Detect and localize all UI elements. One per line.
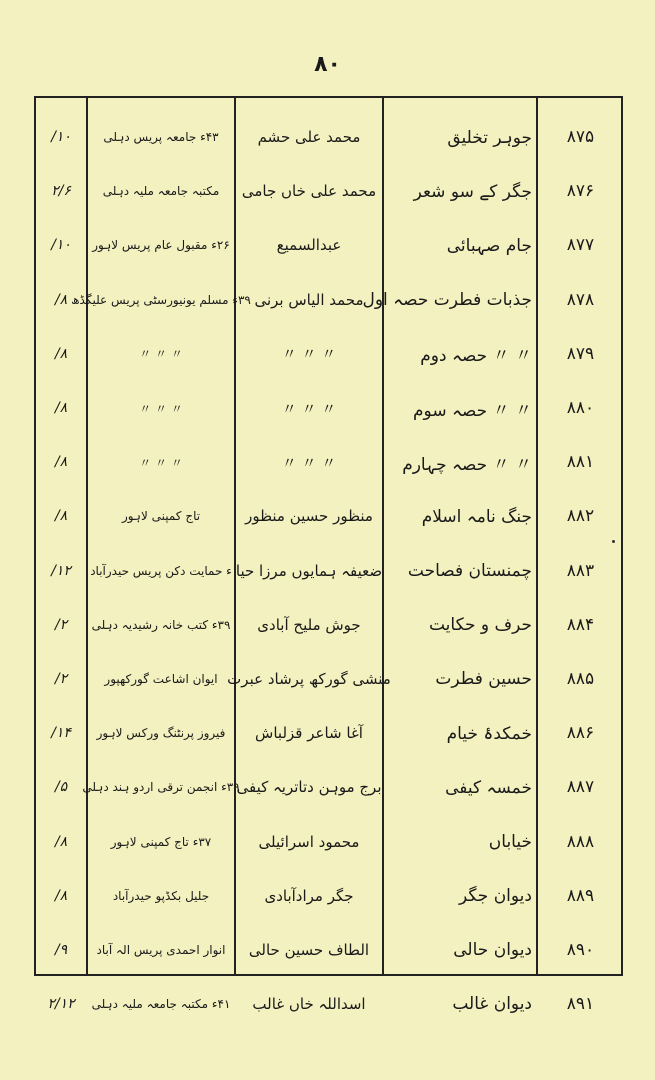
author-name: جگر مرادآبادی — [264, 886, 354, 905]
serial-number: ۸۷۹ — [566, 343, 595, 364]
author-name: منشی گورکھ پرشاد عبرت — [227, 669, 391, 688]
serial-number: ۸۷۷ — [566, 235, 595, 256]
publisher-info: تاج کمپنی لاہور — [121, 509, 201, 524]
page-number: ۸۰ — [314, 52, 341, 77]
book-title: 〃 〃 حصہ چہارم — [402, 454, 532, 475]
publisher-info: 〃 〃 〃 — [139, 347, 183, 362]
price: ۱۲/ — [51, 562, 71, 579]
book-title: حرف و حکایت — [428, 614, 532, 635]
author-name: محمود اسرائیلی — [258, 832, 360, 851]
author-name: برج موہن دتاتریہ کیفی — [236, 778, 382, 797]
price: ۱۴/ — [51, 725, 71, 742]
book-title: جنگ نامہ اسلام — [421, 506, 532, 527]
serial-number: ۸۸۶ — [566, 723, 595, 744]
book-title: خیاباں — [488, 831, 532, 852]
price: ۲/ — [54, 616, 68, 633]
price: ۲/۶ — [51, 183, 71, 200]
book-title: جذبات فطرت حصہ اول — [362, 290, 532, 311]
author-name: آغا شاعر قزلباش — [255, 724, 363, 743]
serial-number: ۸۸۳ — [566, 560, 595, 581]
serial-number: ۸۹۰ — [566, 939, 595, 960]
book-title: دیوان حالی — [453, 939, 532, 960]
price: ۸/ — [54, 454, 68, 471]
table-row — [36, 977, 625, 1031]
serial-number: ۸۸۷ — [566, 777, 595, 798]
table-row — [36, 652, 625, 706]
book-title: دیوان جگر — [459, 885, 532, 906]
table-row — [36, 273, 625, 327]
serial-number: ۸۷۸ — [566, 289, 595, 310]
table-row — [36, 110, 625, 164]
price: ۸/ — [54, 887, 68, 904]
table-row — [36, 869, 625, 923]
price: ۹/ — [54, 941, 68, 958]
book-title: جگر کے سو شعر — [413, 181, 532, 202]
table-row — [36, 435, 625, 489]
price: ۸/ — [54, 833, 68, 850]
publisher-info: جلیل بکڈپو حیدرآباد — [112, 888, 210, 903]
table-row — [36, 381, 625, 435]
price: ۸/ — [54, 508, 68, 525]
table-row — [36, 706, 625, 760]
book-title: 〃 〃 حصہ دوم — [420, 346, 532, 367]
publisher-info: 〃 〃 〃 — [139, 455, 183, 470]
publisher-info: ایوان اشاعت گورکھپور — [104, 671, 218, 686]
author-name: عبدالسمیع — [276, 236, 342, 255]
table-row — [36, 164, 625, 218]
price: ۸/ — [54, 291, 68, 308]
serial-number: ۸۸۰ — [566, 398, 595, 419]
publisher-info: انوار احمدی پریس الہ آباد — [96, 942, 226, 957]
book-title: جوہر تخلیق — [447, 127, 532, 148]
paper-speck — [612, 540, 615, 543]
price: ۸/ — [54, 400, 68, 417]
book-title: 〃 〃 حصہ سوم — [413, 400, 532, 421]
serial-number: ۸۹۱ — [566, 994, 595, 1015]
table-row — [36, 598, 625, 652]
author-name: اسداللہ خاں غالب — [252, 995, 366, 1014]
serial-number: ۸۷۶ — [566, 181, 595, 202]
catalog-table — [34, 96, 623, 1015]
serial-number: ۸۸۱ — [566, 452, 595, 473]
serial-number: ۸۸۸ — [566, 831, 595, 852]
publisher-info: ۳۹ء انجمن ترقی اردو ہند دہلی — [82, 780, 240, 795]
serial-number: ۸۸۴ — [566, 614, 595, 635]
catalog-rows — [36, 110, 625, 1031]
serial-number: ۸۸۵ — [566, 668, 595, 689]
table-row — [36, 814, 625, 868]
serial-number: ۸۸۹ — [566, 885, 595, 906]
publisher-info: ۲۶ء مقبول عام پریس لاہور — [92, 238, 230, 253]
table-row — [36, 923, 625, 977]
book-title: دیوان غالب — [452, 994, 532, 1015]
book-title: جام صہبائی — [446, 235, 532, 256]
author-name: 〃 〃 〃 — [281, 345, 337, 364]
table-row — [36, 489, 625, 543]
author-name: جوش ملیح آبادی — [257, 615, 361, 634]
publisher-info: ۳۹ء مسلم یونیورسٹی پریس علیگڈھ — [71, 292, 251, 307]
publisher-info: مکتبہ جامعہ ملیہ دہلی — [102, 184, 220, 199]
book-title: خمکدۂ خیام — [446, 723, 532, 744]
book-title: چمنستان فصاحت — [407, 560, 532, 581]
author-name: منظور حسین منظور — [245, 507, 373, 526]
publisher-info: ۴۳ء جامعہ پریس دہلی — [103, 130, 219, 145]
table-row — [36, 218, 625, 272]
price: ۲/۱۲ — [47, 996, 75, 1013]
serial-number: ۸۸۲ — [566, 506, 595, 527]
publisher-info: ۳۷ء تاج کمپنی لاہور — [110, 834, 212, 849]
publisher-info: ۳۹ء کتب خانہ رشیدیہ دہلی — [91, 617, 231, 632]
author-name: محمد علی خاں جامی — [241, 182, 377, 201]
book-title: خمسہ کیفی — [445, 777, 532, 798]
price: ۱۰/ — [51, 237, 71, 254]
table-row — [36, 760, 625, 814]
price: ۸/ — [54, 345, 68, 362]
author-name: 〃 〃 〃 — [281, 399, 337, 418]
serial-number: ۸۷۵ — [566, 127, 595, 148]
author-name: محمد الیاس برنی — [254, 290, 364, 309]
publisher-info: ء حمایت دکن پریس حیدرآباد — [90, 563, 232, 578]
author-name: الطاف حسین حالی — [248, 940, 370, 959]
price: ۲/ — [54, 670, 68, 687]
author-name: ضعیفہ ہمایوں مرزا حیا — [235, 561, 383, 580]
publisher-info: فیروز پرنٹنگ ورکس لاہور — [96, 726, 226, 741]
publisher-info: 〃 〃 〃 — [139, 401, 183, 416]
publisher-info: ۴۱ء مکتبہ جامعہ ملیہ دہلی — [91, 997, 231, 1012]
author-name: محمد علی حشم — [257, 128, 361, 147]
table-row — [36, 327, 625, 381]
book-title: حسین فطرت — [435, 668, 532, 689]
table-row — [36, 544, 625, 598]
author-name: 〃 〃 〃 — [281, 453, 337, 472]
price: ۵/ — [54, 779, 68, 796]
price: ۱۰/ — [51, 129, 71, 146]
